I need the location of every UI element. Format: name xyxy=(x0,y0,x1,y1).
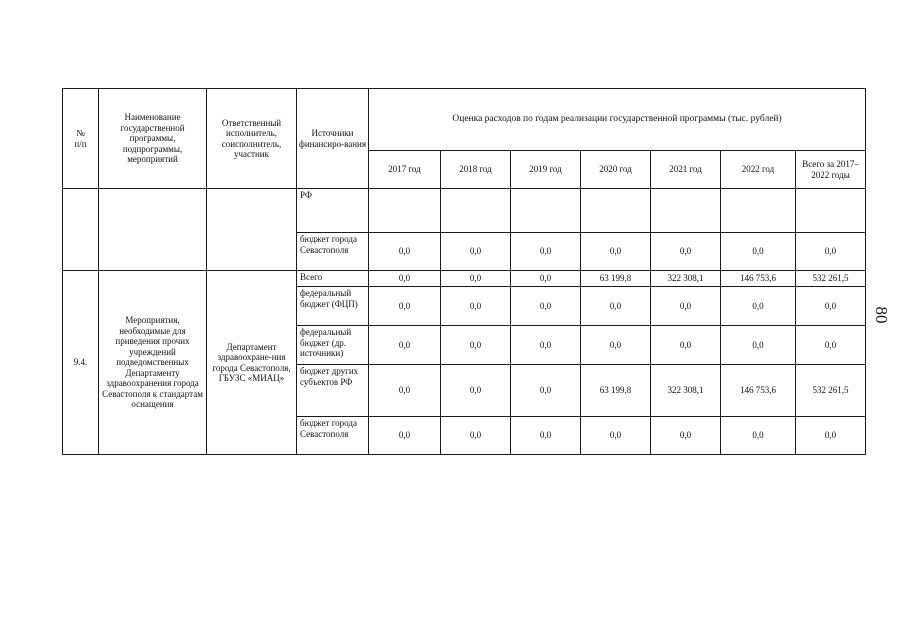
value-cell: 146 753,6 xyxy=(721,365,796,417)
value-cell: 0,0 xyxy=(721,417,796,455)
value-cell: 0,0 xyxy=(796,417,866,455)
value-cell xyxy=(796,189,866,233)
value-cell: 63 199,8 xyxy=(581,271,651,287)
value-cell: 0,0 xyxy=(511,233,581,271)
prev-responsible-cell xyxy=(207,189,297,271)
header-year-total: Всего за 2017–2022 годы xyxy=(796,151,866,189)
value-cell: 0,0 xyxy=(651,417,721,455)
value-cell: 0,0 xyxy=(651,287,721,326)
budget-table xyxy=(62,88,866,455)
header-sources: Источники финансиро-вания xyxy=(297,89,369,189)
value-cell: 0,0 xyxy=(369,326,441,365)
value-cell: 0,0 xyxy=(511,365,581,417)
value-cell: 0,0 xyxy=(721,287,796,326)
value-cell: 0,0 xyxy=(511,326,581,365)
header-year: 2021 год xyxy=(651,151,721,189)
source-label: бюджет других субъектов РФ xyxy=(297,365,369,417)
header-year: 2018 год xyxy=(441,151,511,189)
header-num: № п/п xyxy=(63,89,99,189)
value-cell: 0,0 xyxy=(369,233,441,271)
item-name: Мероприятия, необходимые для приведения прочих учреждений подведомственных Департаменту здравоохранения города Севастополя к стандартам оснащения xyxy=(99,271,207,455)
value-cell: 322 308,1 xyxy=(651,271,721,287)
header-year: 2022 год xyxy=(721,151,796,189)
value-cell: 0,0 xyxy=(581,326,651,365)
value-cell: 0,0 xyxy=(511,271,581,287)
value-cell: 322 308,1 xyxy=(651,365,721,417)
value-cell xyxy=(651,189,721,233)
value-cell: 0,0 xyxy=(441,417,511,455)
page-number: 80 xyxy=(872,306,891,324)
value-cell xyxy=(441,189,511,233)
header-name: Наименование государственной программы, подпрограммы, мероприятий xyxy=(99,89,207,189)
value-cell: 0,0 xyxy=(721,326,796,365)
header-estimate: Оценка расходов по годам реализации государственной программы (тыс. рублей) xyxy=(369,89,866,151)
value-cell: 0,0 xyxy=(511,417,581,455)
header-row-top xyxy=(63,89,866,151)
source-label: бюджет города Севастополя xyxy=(297,417,369,455)
value-cell: 0,0 xyxy=(369,271,441,287)
value-cell xyxy=(369,189,441,233)
value-cell: 0,0 xyxy=(581,233,651,271)
value-cell: 0,0 xyxy=(441,326,511,365)
prev-name-cell xyxy=(99,189,207,271)
value-cell: 146 753,6 xyxy=(721,271,796,287)
value-cell: 63 199,8 xyxy=(581,365,651,417)
table-row xyxy=(63,189,866,233)
item-responsible: Департамент здравоохране-ния города Севастополя, ГБУЗС «МИАЦ» xyxy=(207,271,297,455)
value-cell xyxy=(721,189,796,233)
value-cell: 0,0 xyxy=(441,233,511,271)
value-cell: 0,0 xyxy=(721,233,796,271)
value-cell: 0,0 xyxy=(441,271,511,287)
value-cell: 0,0 xyxy=(441,365,511,417)
value-cell: 532 261,5 xyxy=(796,271,866,287)
value-cell: 0,0 xyxy=(796,233,866,271)
value-cell: 0,0 xyxy=(581,287,651,326)
value-cell: 0,0 xyxy=(369,287,441,326)
value-cell: 0,0 xyxy=(651,326,721,365)
value-cell: 532 261,5 xyxy=(796,365,866,417)
value-cell xyxy=(511,189,581,233)
value-cell: 0,0 xyxy=(796,287,866,326)
value-cell: 0,0 xyxy=(441,287,511,326)
value-cell: 0,0 xyxy=(511,287,581,326)
value-cell xyxy=(581,189,651,233)
item-number: 9.4. xyxy=(63,271,99,455)
header-responsible: Ответственный исполнитель, соисполнитель, участник xyxy=(207,89,297,189)
header-year: 2020 год xyxy=(581,151,651,189)
value-cell: 0,0 xyxy=(796,326,866,365)
source-label: РФ xyxy=(297,189,369,233)
source-label: бюджет города Севастополя xyxy=(297,233,369,271)
prev-num-cell xyxy=(63,189,99,271)
source-label: федеральный бюджет (ФЦП) xyxy=(297,287,369,326)
value-cell: 0,0 xyxy=(651,233,721,271)
header-year: 2017 год xyxy=(369,151,441,189)
source-label: федеральный бюджет (др. источники) xyxy=(297,326,369,365)
value-cell: 0,0 xyxy=(369,417,441,455)
header-year: 2019 год xyxy=(511,151,581,189)
value-cell: 0,0 xyxy=(581,417,651,455)
table-row xyxy=(63,271,866,287)
source-label: Всего xyxy=(297,271,369,287)
value-cell: 0,0 xyxy=(369,365,441,417)
